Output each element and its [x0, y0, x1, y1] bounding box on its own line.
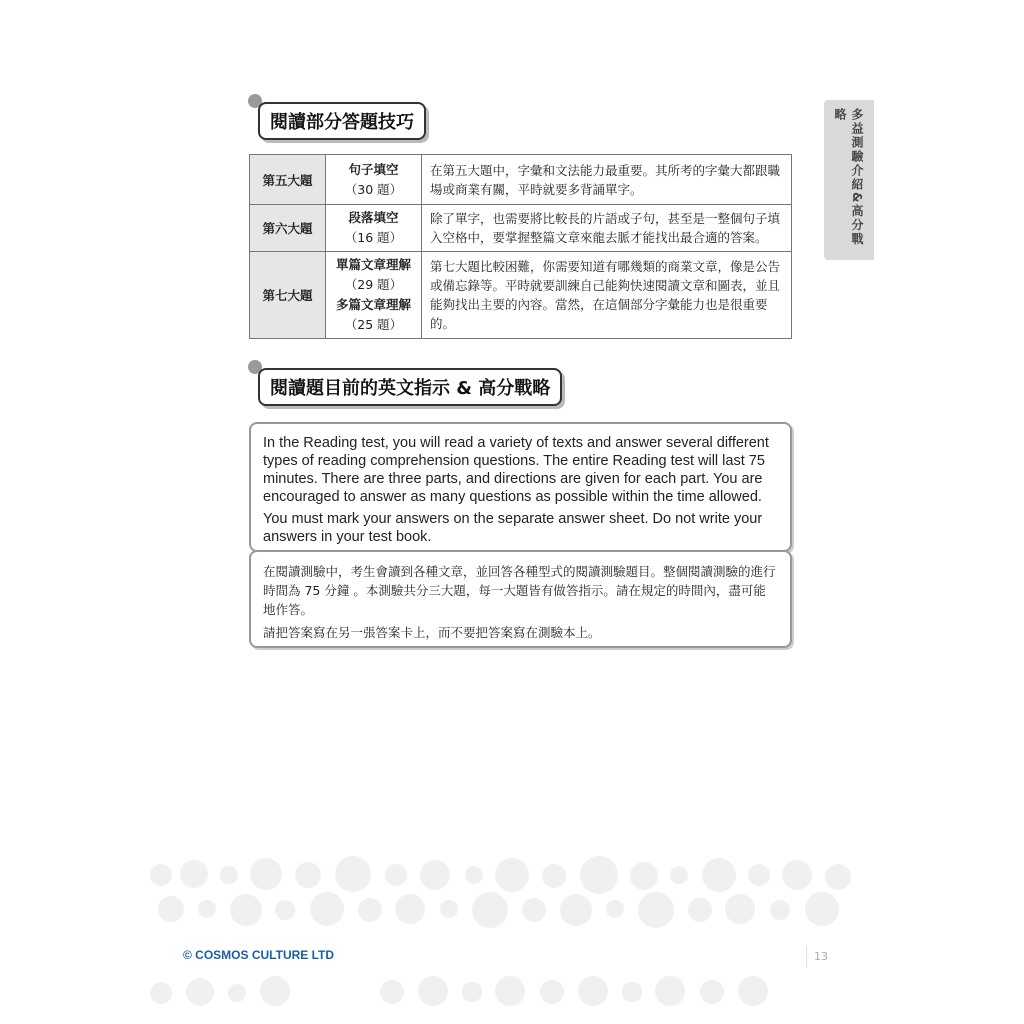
question-count: （16 題） — [344, 230, 403, 245]
decorative-dot-pattern — [150, 856, 874, 1006]
english-directions-paragraph: In the Reading test, you will read a variety of texts and answer several different types of reading comprehension questions. The entire Reading test will last 75 minutes. There are three parts, and directions are given for each part. You are encouraged to answer as many questions as possible within the time allowed. — [263, 435, 769, 505]
question-type-cell — [326, 205, 422, 252]
chinese-directions-paragraph: 在閱讀測驗中，考生會讀到各種文章，並回答各種型式的閱讀測驗題目。整個閱讀測驗的進行時間為 75 分鐘 。本測驗共分三大題，每一大題皆有做答指示。請在規定的時間內，盡可能地作答。 — [263, 564, 776, 617]
description-cell: 除了單字，也需要將比較長的片語或子句，甚至是一整個句子填入空格中，要掌握整篇文章來龍去脈才能找出最合適的答案。 — [422, 205, 792, 252]
english-directions-paragraph: You must mark your answers on the separate answer sheet. Do not write your answers in your test book. — [263, 511, 763, 545]
question-count: （30 題） — [344, 181, 403, 197]
question-type-name: 句子填空 — [348, 161, 399, 177]
part-cell: 第六大題 — [250, 205, 326, 252]
question-type-name: 單篇文章理解 — [335, 257, 411, 272]
chapter-side-tab — [824, 100, 874, 260]
reading-tips-table — [249, 154, 792, 339]
question-type-cell — [326, 252, 422, 339]
table-row — [250, 205, 792, 252]
description-cell: 第七大題比較困難，你需要知道有哪幾類的商業文章，像是公告或備忘錄等。平時就要訓練自己能夠快速閱讀文章和圖表，並且能夠找出主要的內容。當然，在這個部分字彙能力也是很重要的。 — [422, 252, 792, 339]
part-cell: 第七大題 — [250, 252, 326, 339]
question-type-name: 多篇文章理解 — [335, 297, 411, 312]
question-type-name: 段落填空 — [348, 210, 399, 225]
table-row — [250, 252, 792, 339]
section-title: 閱讀部分答題技巧 — [258, 102, 426, 140]
chinese-directions-paragraph: 請把答案寫在另一張答案卡上，而不要把答案寫在測驗本上。 — [263, 625, 601, 640]
table-row — [250, 155, 792, 205]
question-type-cell — [326, 155, 422, 205]
chinese-directions-box — [249, 550, 792, 648]
chapter-side-tab-label: 多益測驗介紹&高分戰略 — [833, 108, 864, 247]
english-directions-box — [249, 422, 792, 552]
description-cell: 在第五大題中，字彙和文法能力最重要。其所考的字彙大都跟職場或商業有關，平時就要多背誦單字。 — [422, 155, 792, 205]
question-count: （25 題） — [344, 317, 403, 332]
question-count: （29 題） — [344, 277, 403, 292]
section-title: 閱讀題目前的英文指示 & 高分戰略 — [258, 368, 562, 406]
part-cell: 第五大題 — [250, 155, 326, 205]
copyright-notice: © COSMOS CULTURE LTD — [183, 948, 335, 962]
page-number: 13 — [806, 946, 835, 968]
